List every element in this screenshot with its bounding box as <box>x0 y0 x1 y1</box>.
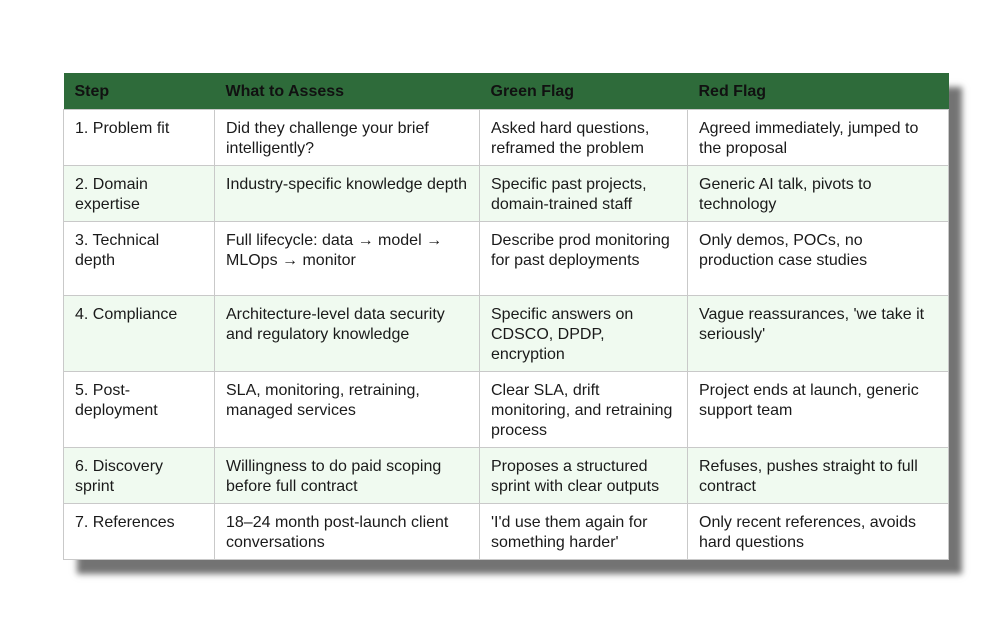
red-flag-cell: Only recent references, avoids hard questions <box>688 503 949 559</box>
header-green-flag: Green Flag <box>490 82 575 100</box>
table-row <box>64 503 949 559</box>
green-flag-cell: Proposes a structured sprint with clear outputs <box>480 447 688 503</box>
table-row <box>64 371 949 447</box>
assess-cell: Full lifecycle: data → model → MLOps → monitor <box>215 221 480 295</box>
assess-cell: Architecture-level data security and regulatory knowledge <box>215 295 480 371</box>
step-cell: 1. Problem fit <box>64 109 215 165</box>
green-flag-cell: Clear SLA, drift monitoring, and retraining process <box>480 371 688 447</box>
assess-cell: SLA, monitoring, retraining, managed services <box>215 371 480 447</box>
table-row <box>64 221 949 295</box>
step-cell: 5. Post-deployment <box>64 371 215 447</box>
red-flag-cell: Only demos, POCs, no production case studies <box>688 221 949 295</box>
header-step: Step <box>74 82 110 100</box>
red-flag-cell: Generic AI talk, pivots to technology <box>688 165 949 221</box>
assess-cell: Did they challenge your brief intelligently? <box>215 109 480 165</box>
header-red-flag: Red Flag <box>698 82 767 100</box>
green-flag-cell: Specific answers on CDSCO, DPDP, encryption <box>480 295 688 371</box>
step-cell: 4. Compliance <box>64 295 215 371</box>
assess-cell: Willingness to do paid scoping before full contract <box>215 447 480 503</box>
step-cell: 7. References <box>64 503 215 559</box>
green-flag-cell: Describe prod monitoring for past deployments <box>480 221 688 295</box>
table-row <box>64 295 949 371</box>
table-row <box>64 447 949 503</box>
table-row <box>64 165 949 221</box>
assess-cell: 18–24 month post-launch client conversations <box>215 503 480 559</box>
red-flag-cell: Agreed immediately, jumped to the proposal <box>688 109 949 165</box>
red-flag-cell: Project ends at launch, generic support team <box>688 371 949 447</box>
red-flag-cell: Vague reassurances, 'we take it seriously' <box>688 295 949 371</box>
step-cell: 2. Domain expertise <box>64 165 215 221</box>
green-flag-cell: 'I'd use them again for something harder' <box>480 503 688 559</box>
table-header-row <box>64 73 949 109</box>
assess-cell: Industry-specific knowledge depth <box>215 165 480 221</box>
green-flag-cell: Specific past projects, domain-trained staff <box>480 165 688 221</box>
step-cell: 3. Technical depth <box>64 221 215 295</box>
vendor-assessment-table <box>63 73 949 560</box>
assessment-table-card <box>63 73 948 560</box>
green-flag-cell: Asked hard questions, reframed the problem <box>480 109 688 165</box>
step-cell: 6. Discovery sprint <box>64 447 215 503</box>
table-row <box>64 109 949 165</box>
red-flag-cell: Refuses, pushes straight to full contract <box>688 447 949 503</box>
header-what-to-assess: What to Assess <box>225 82 345 100</box>
